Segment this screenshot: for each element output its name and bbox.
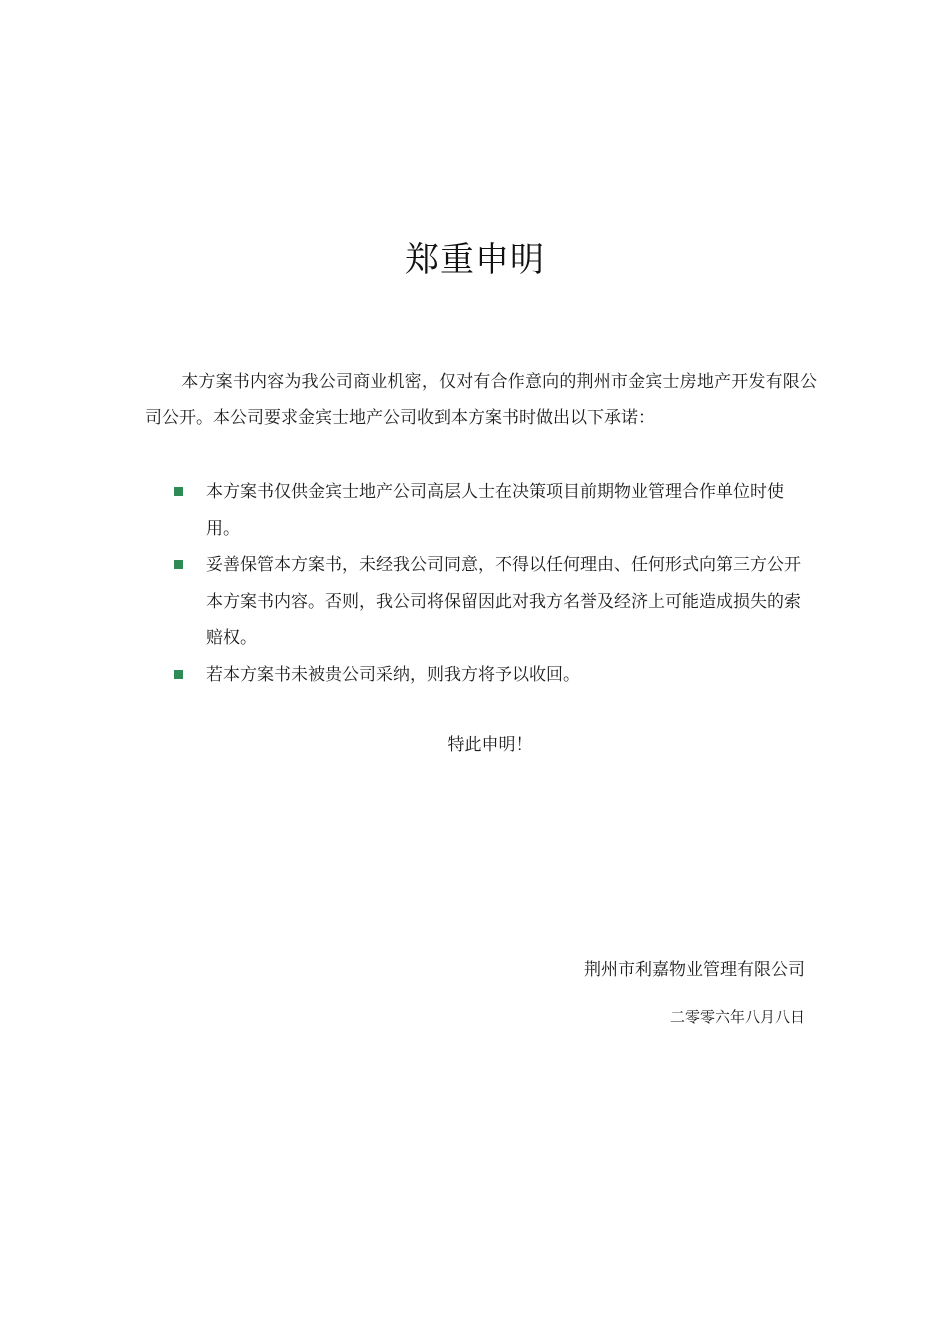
square-bullet-icon bbox=[174, 487, 183, 496]
list-item bbox=[170, 474, 810, 547]
company-signature: 荆州市利嘉物业管理有限公司 bbox=[584, 960, 805, 980]
closing-statement: 特此申明！ bbox=[447, 735, 533, 755]
intro-text: 本方案书内容为我公司商业机密，仅对有合作意向的荆州市金宾士房地产开发有限公司公开。本公司要求金宾士地产公司收到本方案书时做出以下承诺： bbox=[145, 372, 817, 428]
list-item-text: 妥善保管本方案书，未经我公司同意，不得以任何理由、任何形式向第三方公开本方案书内容。否则，我公司将保留因此对我方名誉及经济上可能造成损失的索赔权。 bbox=[206, 555, 801, 648]
page-title: 郑重申明 bbox=[405, 240, 545, 280]
signature-date: 二零零六年八月八日 bbox=[669, 1008, 805, 1026]
list-item bbox=[170, 657, 810, 694]
list-item bbox=[170, 547, 810, 657]
list-item-text: 本方案书仅供金宾士地产公司高层人士在决策项目前期物业管理合作单位时使用。 bbox=[206, 482, 784, 539]
intro-paragraph bbox=[145, 364, 817, 436]
commitment-list bbox=[170, 474, 810, 693]
list-item-text: 若本方案书未被贵公司采纳，则我方将予以收回。 bbox=[206, 664, 580, 685]
square-bullet-icon bbox=[174, 670, 183, 679]
square-bullet-icon bbox=[174, 560, 183, 569]
